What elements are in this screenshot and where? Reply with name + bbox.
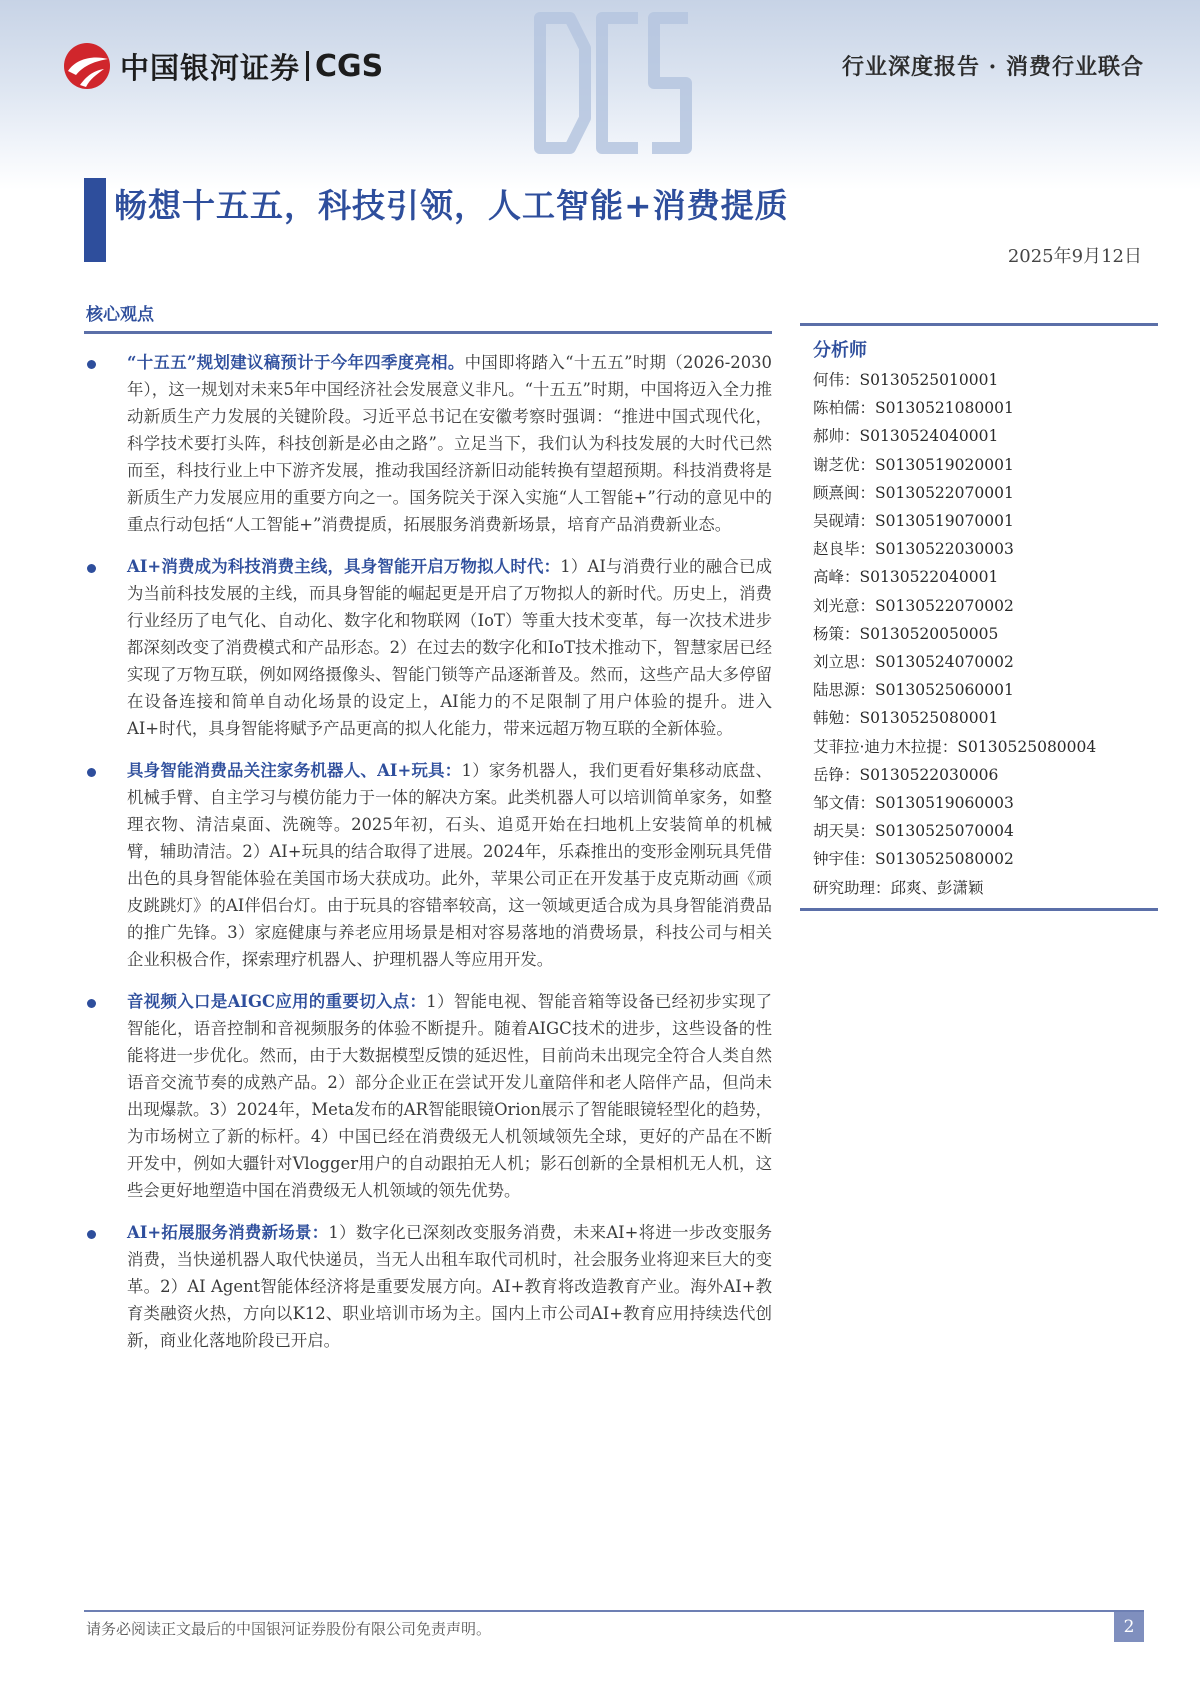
analyst-entry: 钟宇佳：S0130525080002 <box>813 850 1014 869</box>
core-view-item <box>84 757 772 973</box>
core-views-list <box>84 349 772 1369</box>
bullet-body: 中国即将踏入“十五五”时期（2026-2030年），这一规划对未来5年中国经济社会发展意义非凡。“十五五”时期，中国将迈入全力推动新质生产力发展的关键阶段。习近平总书记在安徽考察时强调：“推进中国式现代化，科学技术要打头阵，科技创新是必由之路”。立足当下，我们认为科技发展的大时代已然而至，科技行业上中下游齐发展，推动我国经济新旧动能转换有望超预期。科技消费将是新质生产力发展应用的重要方向之一。国务院关于深入实施“人工智能+”行动的意见中的重点行动包括“人工智能+”消费提质，拓展服务消费新场景，培育产品消费新业态。 <box>127 353 772 534</box>
bullet-heading: AI+消费成为科技消费主线，具身智能开启万物拟人时代： <box>127 557 561 576</box>
analyst-entry: 郝帅：S0130524040001 <box>813 427 999 446</box>
analyst-entry: 刘立思：S0130524070002 <box>813 653 1014 672</box>
company-logo <box>62 42 383 90</box>
bullet-body: 1）智能电视、智能音箱等设备已经初步实现了智能化，语音控制和音视频服务的体验不断提升。随着AIGC技术的进步，这些设备的性能将进一步优化。然而，由于大数据模型反馈的延迟性，目前尚未出现完全符合人类自然语音交流节奏的成熟产品。2）部分企业正在尝试开发儿童陪伴和老人陪伴产品，但尚未出现爆款。3）2024年，Meta发布的AR智能眼镜Orion展示了智能眼镜轻型化的趋势，为市场树立了新的标杆。4）中国已经在消费级无人机领域领先全球，更好的产品在不断开发中，例如大疆针对Vlogger用户的自动跟拍无人机；影石创新的全景相机无人机，这些会更好地塑造中国在消费级无人机领域的领先优势。 <box>127 992 772 1200</box>
bullet-body: 1）AI与消费行业的融合已成为当前科技发展的主线，而具身智能的崛起更是开启了万物拟人的新时代。历史上，消费行业经历了电气化、自动化、数字化和物联网（IoT）等重大技术变革，每一次技术进步都深刻改变了消费模式和产品形态。2）在过去的数字化和IoT技术推动下，智慧家居已经实现了万物互联，例如网络摄像头、智能门锁等产品逐渐普及。然而，这些产品大多停留在设备连接和简单自动化场景的设定上，AI能力的不足限制了用户体验的提升。进入AI+时代，具身智能将赋予产品更高的拟人化能力，带来远超万物互联的全新体验。 <box>127 557 772 738</box>
report-title: 畅想十五五，科技引领，人工智能+消费提质 <box>114 186 789 225</box>
analyst-list <box>800 366 1158 902</box>
title-accent-bar <box>84 178 106 262</box>
analyst-entry: 何伟：S0130525010001 <box>813 371 999 389</box>
analyst-entry: 陆思源：S0130525060001 <box>813 681 1014 700</box>
bullet-dot-icon <box>87 360 96 369</box>
section-divider <box>84 331 772 334</box>
analyst-entry: 胡天昊：S0130525070004 <box>813 822 1014 841</box>
analyst-sidebar <box>800 323 1158 911</box>
sidebar-bottom-rule <box>800 908 1158 911</box>
bullet-heading: 音视频入口是AIGC应用的重要切入点： <box>127 992 427 1011</box>
logo-separator <box>306 51 309 81</box>
analyst-entry: 陈柏儒：S0130521080001 <box>813 399 1014 418</box>
bullet-dot-icon <box>87 564 96 573</box>
analyst-entry: 吴砚靖：S0130519070001 <box>813 512 1014 531</box>
core-view-item <box>84 1219 772 1354</box>
bullet-heading: 具身智能消费品关注家务机器人、AI+玩具： <box>127 761 462 780</box>
core-view-item <box>84 988 772 1204</box>
analyst-entry: 杨策：S0130520050005 <box>813 624 999 643</box>
bullet-body: 1）家务机器人，我们更看好集移动底盘、机械手臂、自主学习与模仿能力于一体的解决方案。此类机器人可以培训简单家务，如整理衣物、清洁桌面、洗碗等。2025年初，石头、追觅开始在扫地机上安装简单的机械臂，辅助清洁。2）AI+玩具的结合取得了进展。2024年，乐森推出的变形金刚玩具凭借出色的具身智能体验在美国市场大获成功。此外，苹果公司正在开发基于皮克斯动画《顽皮跳跳灯》的AI伴侣台灯。由于玩具的容错率较高，这一领域更适合成为具身智能消费品的推广先锋。3）家庭健康与养老应用场景是相对容易落地的消费场景，科技公司与相关企业积极合作，探索理疗机器人、护理机器人等应用开发。 <box>127 761 772 969</box>
galaxy-logo-icon <box>62 41 112 91</box>
bullet-body: 1）数字化已深刻改变服务消费，未来AI+将进一步改变服务消费，当快递机器人取代快递员，当无人出租车取代司机时，社会服务业将迎来巨大的变革。2）AI Agent智能体经济将是重要发展方向。AI+教育将改造教育产业。海外AI+教育类融资火热，方向以K12、职业培训市场为主。国内上市公司AI+教育应用持续迭代创新，商业化落地阶段已开启。 <box>127 1223 772 1350</box>
analysts-heading: 分析师 <box>813 340 867 361</box>
analyst-entry: 顾熹闽：S0130522070001 <box>813 483 1014 502</box>
core-views-heading: 核心观点 <box>86 305 154 325</box>
research-assistant-entry: 研究助理：邱爽、彭潇颖 <box>813 878 984 897</box>
analyst-entry: 高峰：S0130522040001 <box>813 568 999 587</box>
footer-divider <box>84 1610 1144 1612</box>
analyst-entry: 韩勉：S0130525080001 <box>813 709 999 728</box>
bullet-heading: “十五五”规划建议稿预计于今年四季度亮相。 <box>127 353 465 372</box>
core-view-item <box>84 553 772 742</box>
analyst-entry: 刘光意：S0130522070002 <box>813 596 1014 615</box>
bullet-dot-icon <box>87 999 96 1008</box>
sidebar-top-rule <box>800 323 1158 326</box>
bullet-dot-icon <box>87 768 96 777</box>
page-number: 2 <box>1114 1612 1144 1642</box>
core-view-item <box>84 349 772 538</box>
analyst-entry: 谢芝优：S0130519020001 <box>813 455 1014 474</box>
bullet-heading: AI+拓展服务消费新场景： <box>127 1223 329 1242</box>
logo-english-name: CGS <box>315 48 384 84</box>
report-date: 2025年9月12日 <box>1007 246 1142 267</box>
logo-chinese-name: 中国银河证券 <box>120 50 301 85</box>
analyst-entry: 邹文倩：S0130519060003 <box>813 794 1014 813</box>
analyst-entry: 艾菲拉·迪力木拉提：S0130525080004 <box>813 737 1097 756</box>
analyst-entry: 岳铮：S0130522030006 <box>813 765 999 784</box>
bullet-dot-icon <box>87 1230 96 1239</box>
report-type-label: 行业深度报告 · 消费行业联合 <box>842 54 1144 80</box>
cgs-watermark-logo <box>520 8 700 158</box>
analyst-entry: 赵良毕：S0130522030003 <box>813 540 1014 559</box>
footer-disclaimer: 请务必阅读正文最后的中国银河证券股份有限公司免责声明。 <box>86 1620 492 1638</box>
